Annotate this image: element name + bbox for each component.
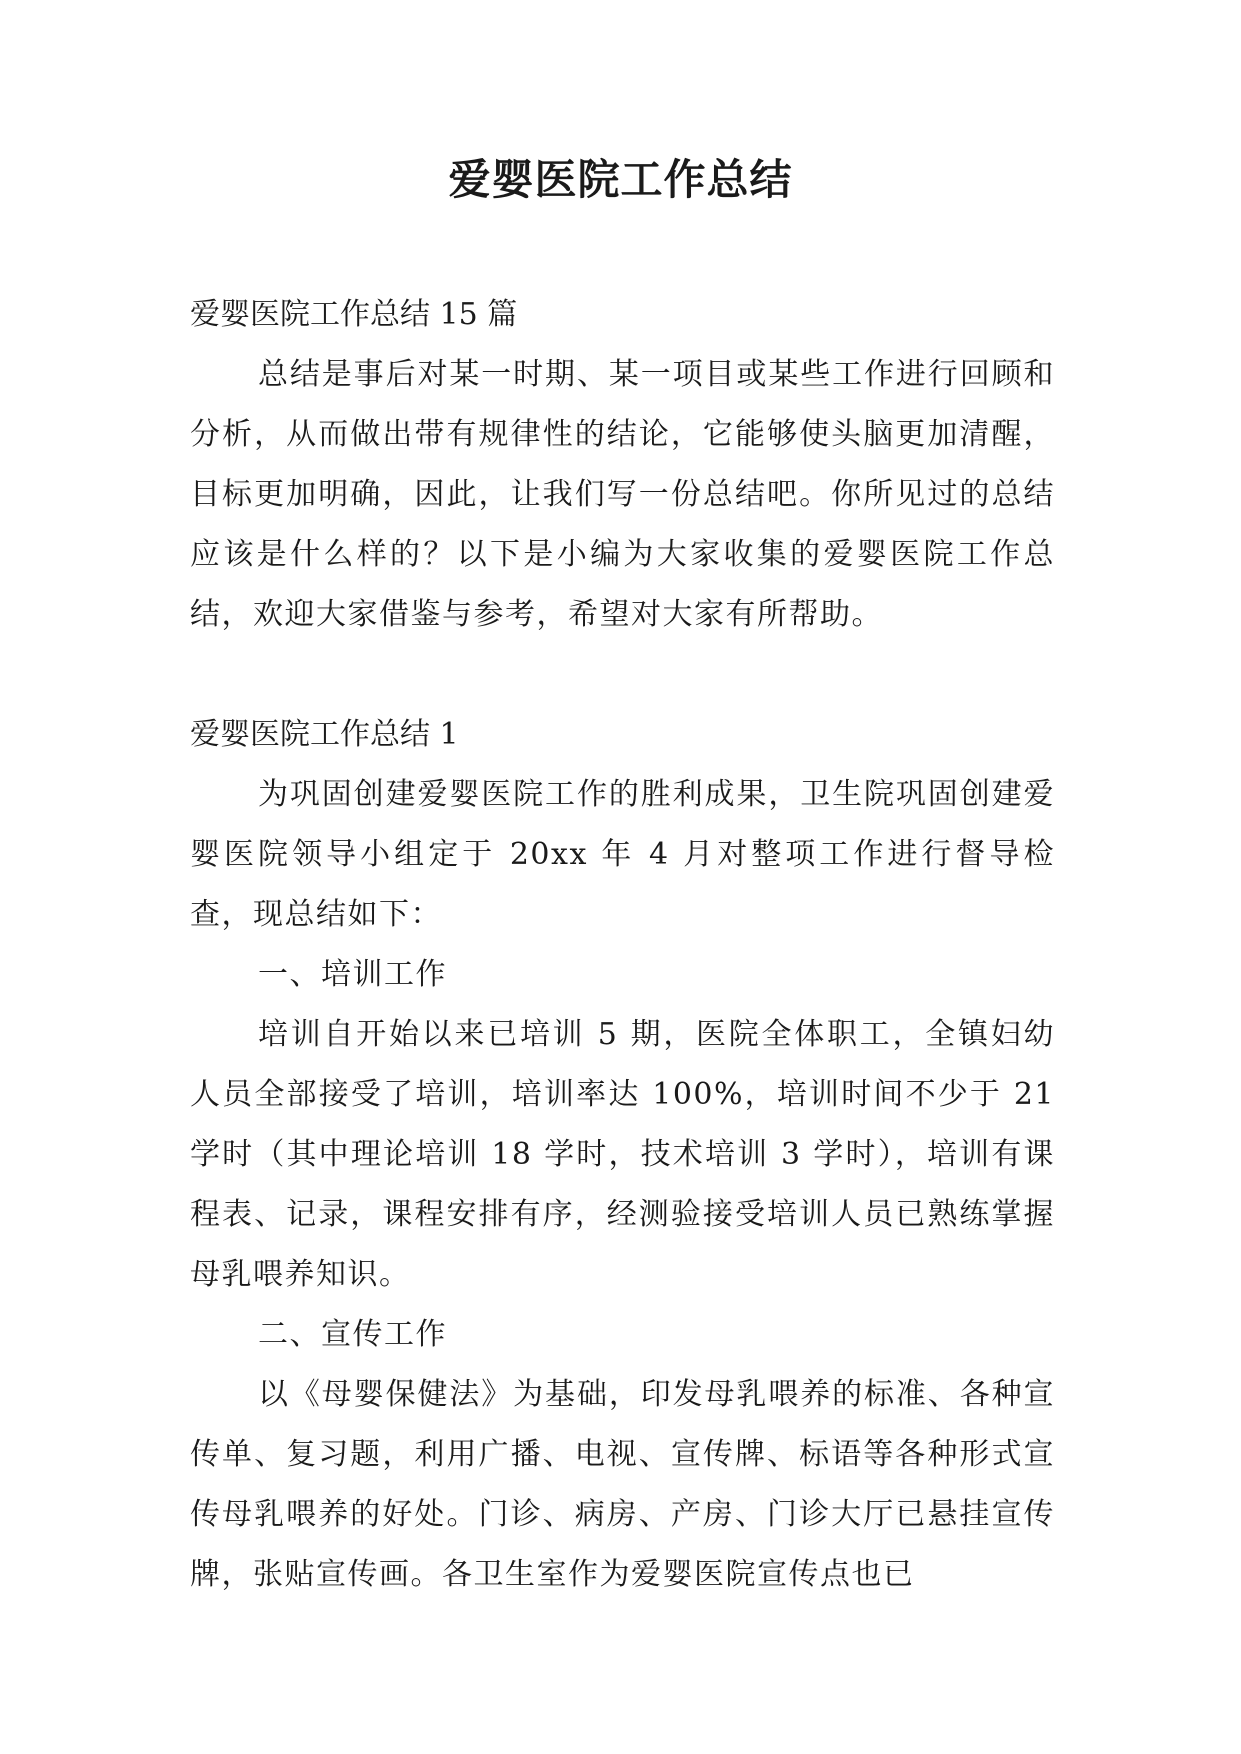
intro-paragraph: 总结是事后对某一时期、某一项目或某些工作进行回顾和分析，从而做出带有规律性的结论，它能够使头脑更加清醒，目标更加明确，因此，让我们写一份总结吧。你所见过的总结应该是什么样的？以下是小编为大家收集的爱婴医院工作总结，欢迎大家借鉴与参考，希望对大家有所帮助。 (190, 357, 1055, 632)
subheading-training: 一、培训工作 (258, 957, 447, 992)
section-heading: 爱婴医院工作总结 1 (190, 717, 459, 752)
document-body (190, 285, 1055, 1605)
section-paragraph-3: 以《母婴保健法》为基础，印发母乳喂养的标准、各种宣传单、复习题，利用广播、电视、宣传牌、标语等各种形式宣传母乳喂养的好处。门诊、病房、产房、门诊大厅已悬挂宣传牌，张贴宣传画。各卫生室作为爱婴医院宣传点也已 (190, 1377, 1055, 1592)
main-heading: 爱婴医院工作总结 15 篇 (190, 297, 518, 332)
section-gap (190, 645, 1055, 705)
section-paragraph-1: 为巩固创建爱婴医院工作的胜利成果，卫生院巩固创建爱婴医院领导小组定于 20xx 年 4 月对整项工作进行督导检查，现总结如下： (190, 777, 1055, 932)
document-title: 爱婴医院工作总结 (448, 155, 793, 204)
section-paragraph-2: 培训自开始以来已培训 5 期，医院全体职工，全镇妇幼人员全部接受了培训，培训率达 100%，培训时间不少于 21 学时（其中理论培训 18 学时，技术培训 3 学时），培训有课程表、记录，课程安排有序，经测验接受培训人员已熟练掌握母乳喂养知识。 (190, 1017, 1055, 1292)
subheading-publicity: 二、宣传工作 (258, 1317, 447, 1352)
